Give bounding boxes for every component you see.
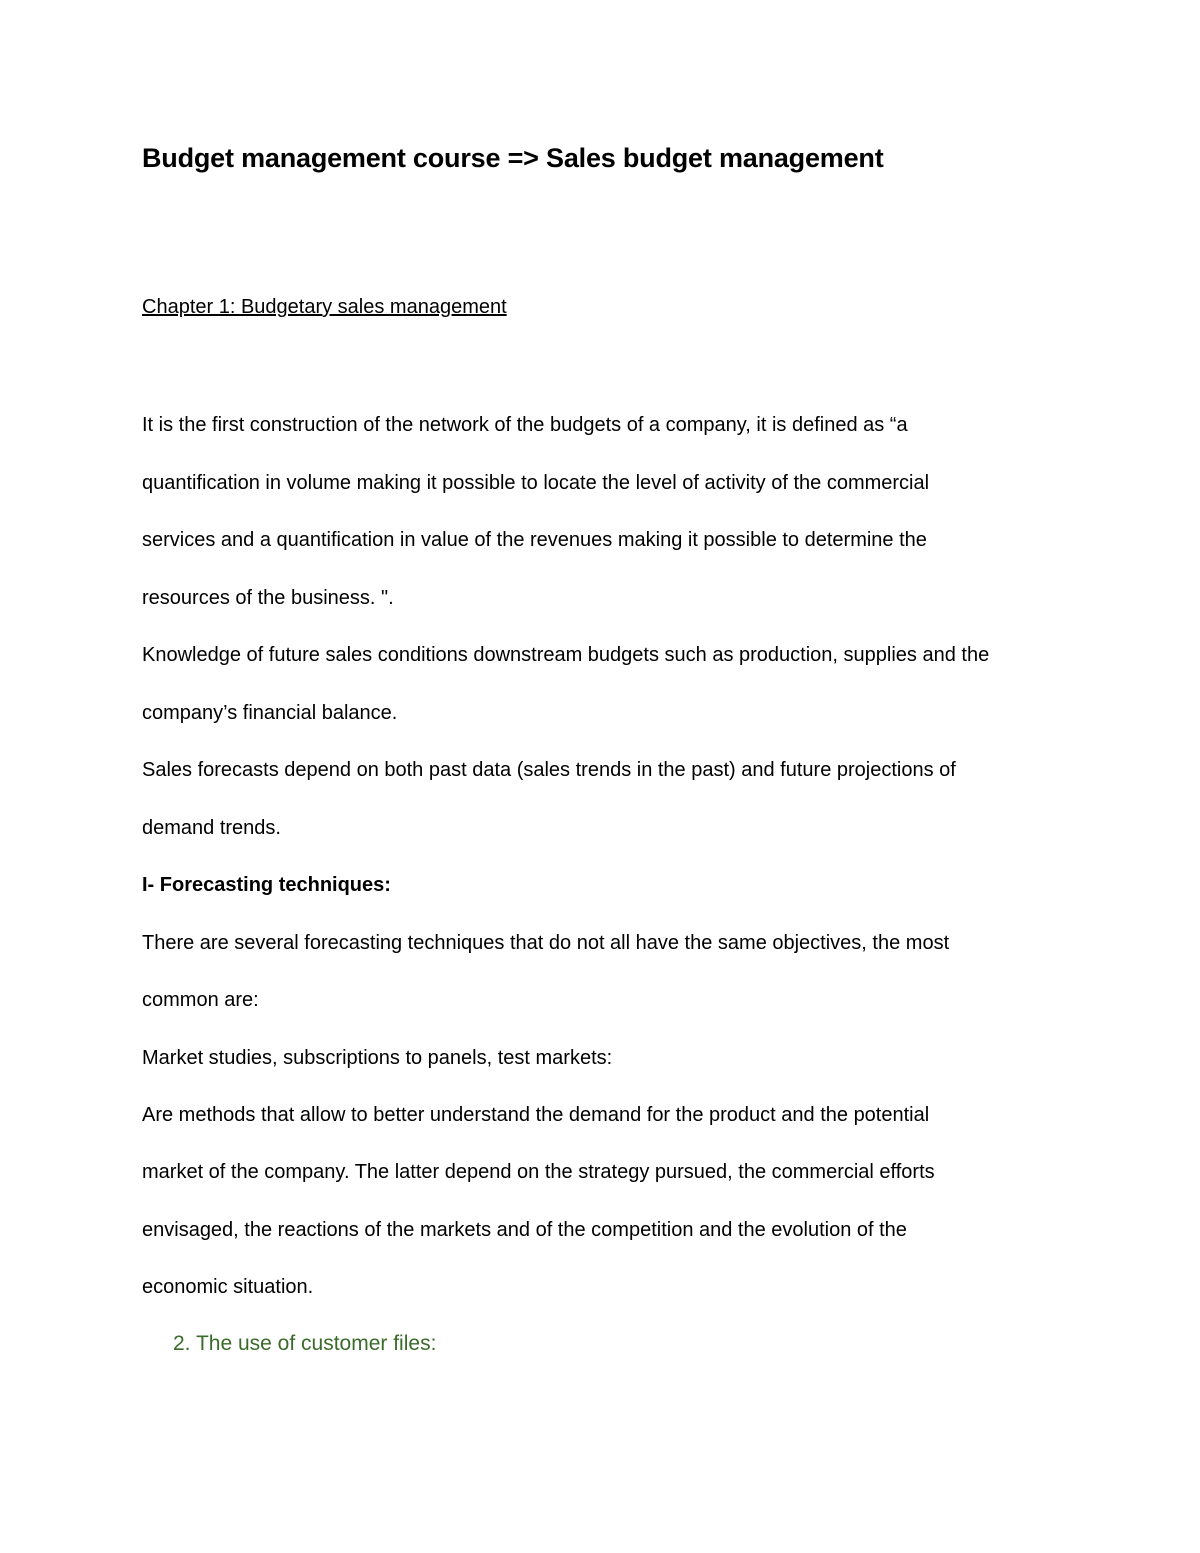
body-line: quantification in volume making it possible to locate the level of activity of the commercial bbox=[142, 472, 930, 494]
body-line: company’s financial balance. bbox=[142, 702, 398, 724]
body-line: market of the company. The latter depend on the strategy pursued, the commercial efforts bbox=[142, 1161, 935, 1183]
body-line: common are: bbox=[142, 989, 259, 1011]
body-line: Are methods that allow to better understand the demand for the product and the potential bbox=[142, 1104, 930, 1126]
body-line: envisaged, the reactions of the markets and of the competition and the evolution of the bbox=[142, 1219, 907, 1241]
body-line: Market studies, subscriptions to panels, test markets: bbox=[142, 1047, 613, 1069]
body-line: Knowledge of future sales conditions downstream budgets such as production, supplies and the bbox=[142, 644, 990, 666]
body-line: It is the first construction of the network of the budgets of a company, it is defined as “a bbox=[142, 414, 908, 436]
section-heading: I- Forecasting techniques: bbox=[142, 874, 391, 896]
body-line: services and a quantification in value of the revenues making it possible to determine the bbox=[142, 529, 927, 551]
chapter-heading: Chapter 1: Budgetary sales management bbox=[142, 296, 507, 318]
body-line: economic situation. bbox=[142, 1276, 314, 1298]
body-line: Sales forecasts depend on both past data (sales trends in the past) and future projections of bbox=[142, 759, 956, 781]
subsection-heading: 2. The use of customer files: bbox=[173, 1332, 437, 1355]
document-title: Budget management course => Sales budget management bbox=[142, 143, 884, 173]
body-line: resources of the business. ". bbox=[142, 587, 394, 609]
body-line: There are several forecasting techniques that do not all have the same objectives, the most bbox=[142, 932, 950, 954]
body-line: demand trends. bbox=[142, 817, 281, 839]
